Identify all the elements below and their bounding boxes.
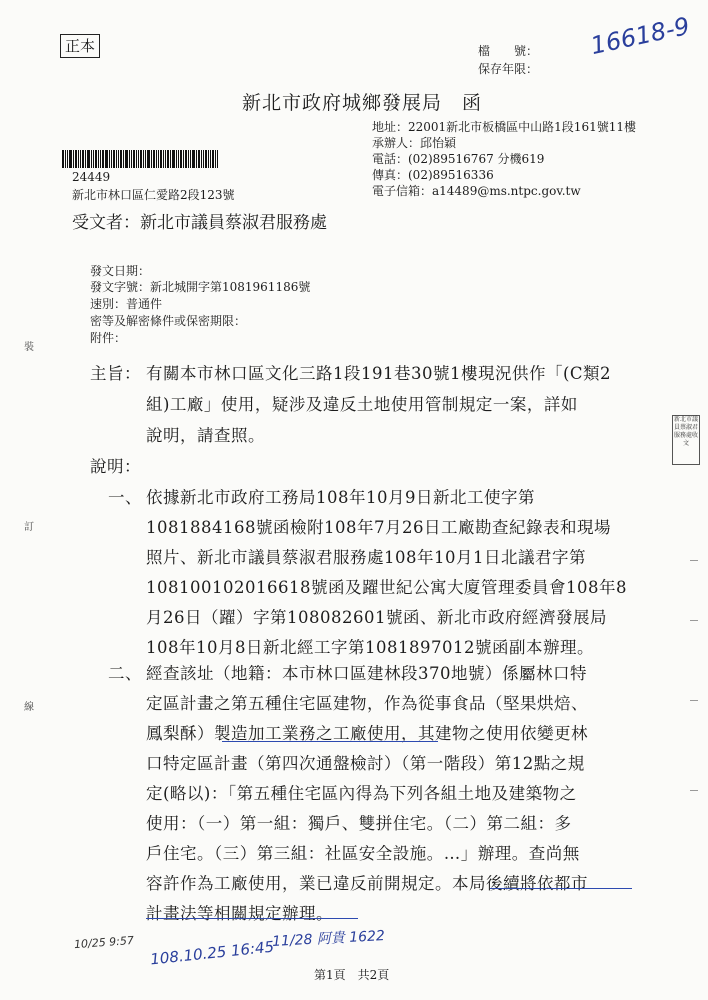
edge-mark [690, 790, 698, 791]
barcode-bar [160, 150, 162, 168]
barcode-bar [143, 150, 144, 168]
barcode-bar [196, 150, 197, 168]
barcode-bar [133, 150, 135, 168]
barcode-bar [192, 150, 195, 168]
item-1-line: 108年10月8日新北經工字第1081897012號函副本辦理。 [146, 638, 594, 657]
barcode-bar [172, 150, 175, 168]
edge-mark [690, 700, 698, 701]
item-2-marker: 二、 [108, 664, 142, 683]
item-2-line: 容許作為工廠使用，業已違反前開規定。本局後續將依都市 [146, 874, 588, 893]
barcode-bar [75, 150, 77, 168]
barcode-bar [125, 150, 128, 168]
item-2-line: 使用：（一）第一組：獨戶、雙拼住宅。（二）第二組：多 [146, 814, 572, 833]
barcode-bar [183, 150, 184, 168]
barcode-bar [158, 150, 159, 168]
barcode-bar [217, 150, 218, 168]
explanation-label: 說明： [90, 457, 141, 476]
barcode-bar [198, 150, 200, 168]
barcode-bar [67, 150, 68, 168]
barcode-bar [85, 150, 86, 168]
barcode-bar [165, 150, 166, 168]
barcode-bar [120, 150, 122, 168]
barcode-bar [95, 150, 97, 168]
edge-mark [690, 560, 698, 561]
barcode-bar [151, 150, 152, 168]
agency-phone: 電話：(02)89516767 分機619 [372, 152, 545, 166]
barcode-bar [156, 150, 157, 168]
barcode-bar [203, 150, 204, 168]
barcode-bar [105, 150, 108, 168]
secrecy-level: 密等及解密條件或保密期限： [90, 314, 247, 328]
barcode-bar [73, 150, 74, 168]
barcode-bar [188, 150, 189, 168]
barcode-bar [123, 150, 124, 168]
recipient: 受文者：新北市議員蔡淑君服務處 [72, 213, 327, 233]
barcode-bar [91, 150, 92, 168]
item-2-line: 計畫法等相關規定辦理。 [146, 904, 333, 923]
item-1-line: 照片、新北市議員蔡淑君服務處108年10月1日北議君字第 [146, 548, 586, 567]
barcode-bar [176, 150, 177, 168]
barcode-bar [136, 150, 137, 168]
barcode-bar [180, 150, 182, 168]
handwritten-note: 11/28 阿貴 1622 [271, 928, 386, 950]
item-1-line: 依據新北市政府工務局108年10月9日新北工使字第 [146, 488, 535, 507]
barcode-bar [129, 150, 130, 168]
item-2-line: 定區計畫之第五種住宅區建物，作為從事食品（堅果烘焙、 [146, 694, 588, 713]
item-1-line: 月26日（躍）字第108082601號函、新北市政府經濟發展局 [146, 608, 607, 627]
handwritten-note: 10/25 9:57 [73, 933, 135, 952]
binding-margin-char: 裝 [24, 342, 34, 353]
postal-code: 24449 [72, 170, 111, 184]
pen-underline [222, 741, 438, 742]
item-2-line: 戶住宅。（三）第三組：社區安全設施。…」辦理。查尚無 [146, 844, 580, 863]
agency-address: 地址：22001新北市板橋區中山路1段161號11樓 [372, 120, 636, 134]
barcode-bar [147, 150, 150, 168]
barcode-bar [62, 150, 64, 168]
agency-fax: 傳真：(02)89516336 [372, 168, 494, 182]
barcode-bar [215, 150, 216, 168]
barcode-bar [185, 150, 187, 168]
barcode-bar [87, 150, 90, 168]
subject-line: 說明，請查照。 [146, 426, 265, 445]
item-2-line: 口特定區計畫（第四次通盤檢討）（第一階段）第12點之規 [146, 754, 585, 773]
barcode-bar [82, 150, 84, 168]
barcode-bar [100, 150, 101, 168]
item-2-line: 經查該址（地籍：本市林口區建林段370地號）係屬林口特 [146, 664, 587, 683]
barcode-bar [116, 150, 117, 168]
barcode-bar [167, 150, 169, 168]
barcode-bar [131, 150, 132, 168]
barcode-bar [80, 150, 81, 168]
pen-underline [490, 888, 632, 889]
barcode-bar [93, 150, 94, 168]
item-2-line: 鳳梨酥）製造加工業務之工廠使用，其建物之使用依變更林 [146, 724, 588, 743]
barcode-bar [69, 150, 72, 168]
subject-line: 組)工廠」使用，疑涉及違反土地使用管制規定一案，詳如 [146, 395, 578, 414]
barcode-bar [145, 150, 146, 168]
item-1-marker: 一、 [108, 488, 142, 507]
item-2-line: 定(略以)：「第五種住宅區內得為下列各組土地及建築物之 [146, 784, 577, 803]
barcode-bar [102, 150, 104, 168]
barcode-bar [140, 150, 142, 168]
barcode-bar [113, 150, 115, 168]
barcode-bar [111, 150, 112, 168]
barcode-bar [163, 150, 164, 168]
barcode-bar [118, 150, 119, 168]
handwritten-note: 108.10.25 16:45 [149, 937, 275, 969]
binding-margin-char: 訂 [24, 522, 34, 533]
barcode-bar [138, 150, 139, 168]
document-title: 新北市政府城鄉發展局 函 [242, 92, 483, 114]
barcode-bar [153, 150, 155, 168]
receipt-stamp: 新北市議員蔡淑君服務處收文 [672, 415, 700, 465]
binding-margin-char: 線 [24, 702, 34, 713]
attachment: 附件： [90, 331, 127, 345]
barcode-bar [78, 150, 79, 168]
agency-email: 電子信箱：a14489@ms.ntpc.gov.tw [372, 184, 581, 198]
file-no-label: 檔 號： [478, 44, 539, 58]
pen-underline [146, 918, 358, 919]
subject-label: 主旨： [90, 364, 141, 383]
handwritten-file-number: 16618-9 [588, 11, 693, 61]
barcode-bar [208, 150, 209, 168]
issue-date: 發文日期： [90, 264, 151, 278]
barcode-bar [212, 150, 214, 168]
barcode-bar [205, 150, 207, 168]
document-number: 發文字號：新北城開字第1081961186號 [90, 280, 311, 294]
page-footer: 第1頁 共2頁 [314, 968, 390, 982]
barcode-bar [201, 150, 202, 168]
barcode-bar [190, 150, 191, 168]
barcode [62, 150, 234, 168]
barcode-bar [178, 150, 179, 168]
recipient-address: 新北市林口區仁愛路2段123號 [72, 188, 235, 202]
retention-label: 保存年限： [478, 62, 539, 76]
barcode-bar [98, 150, 99, 168]
edge-mark [690, 620, 698, 621]
barcode-bar [210, 150, 211, 168]
barcode-bar [170, 150, 171, 168]
delivery-speed: 速別：普通件 [90, 297, 163, 311]
agency-contact: 承辦人：邱怡穎 [372, 136, 457, 150]
original-copy-stamp: 正本 [60, 34, 100, 58]
barcode-bar [109, 150, 110, 168]
item-1-line: 1081884168號函檢附108年7月26日工廠勘查紀錄表和現場 [146, 518, 611, 537]
barcode-bar [65, 150, 66, 168]
subject-line: 有關本市林口區文化三路1段191巷30號1樓現況供作「(C類2 [146, 364, 612, 383]
item-1-line: 108100102016618號函及躍世紀公寓大廈管理委員會108年8 [146, 578, 627, 597]
